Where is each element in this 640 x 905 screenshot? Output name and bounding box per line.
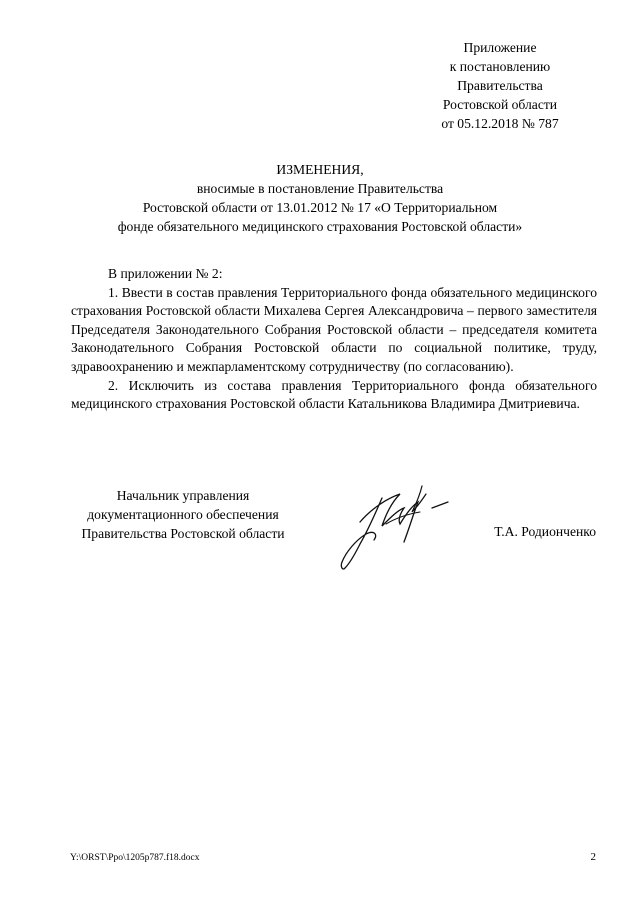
title-line: фонде обязательного медицинского страхования Ростовской области» [117, 219, 523, 234]
page-number: 2 [590, 851, 596, 863]
signatory-position [58, 486, 308, 543]
position-line: документационного обеспечения [87, 507, 279, 522]
annex-header [420, 38, 580, 133]
body-item-2: 2. Исключить из состава правления Территориального фонда обязательного медицинского страхования Ростовской области Катальникова Владимира Дмитриевича. [71, 377, 597, 412]
title-line: вносимые в постановление Правительства [196, 181, 444, 196]
position-line: Правительства Ростовской области [81, 526, 285, 541]
annex-date-number: от 05.12.2018 № 787 [441, 116, 559, 131]
signatory-name: Т.А. Родионченко [494, 524, 596, 539]
annex-line: к постановлению [449, 59, 551, 74]
annex-line: Приложение [463, 40, 537, 55]
body-item-1: 1. Ввести в состав правления Территориального фонда обязательного медицинского страхования Ростовской области Михалева Сергея Александровича – первого заместителя Председателя Законодательного Собрания Ростовской области – председателя комитета Законодательного Собрания Ростовской области по социальной политике, труду, здравоохранению и межпарламентскому сотрудничеству (по согласованию). [71, 284, 597, 374]
document-body [71, 265, 597, 414]
handwritten-signature [330, 478, 460, 573]
body-intro: В приложении № 2: [108, 266, 223, 281]
position-line: Начальник управления [116, 488, 250, 503]
title-heading: ИЗМЕНЕНИЯ, [276, 162, 364, 177]
title-line: Ростовской области от 13.01.2012 № 17 «О Территориальном [142, 200, 498, 215]
document-title [70, 160, 570, 236]
annex-line: Правительства [457, 78, 543, 93]
footer-file-path: Y:\ORST\Ppo\1205p787.f18.docx [70, 853, 200, 863]
annex-line: Ростовской области [442, 97, 558, 112]
